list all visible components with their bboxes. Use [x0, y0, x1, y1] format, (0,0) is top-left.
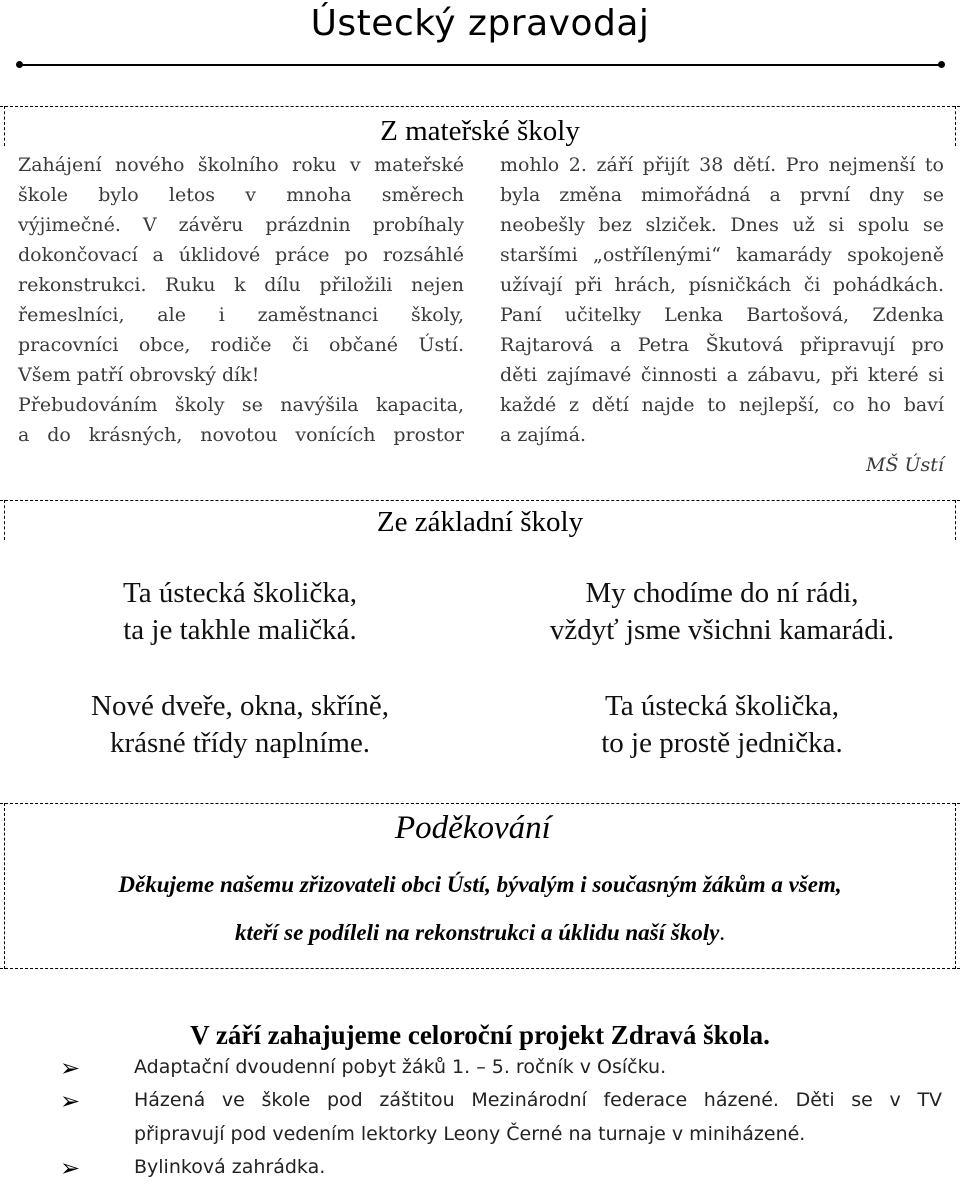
section-divider-ms	[0, 106, 960, 107]
text-line: dokončovací a úklidové práce po rozsáhlé	[18, 244, 464, 266]
project-title: V září zahajujeme celoroční projekt Zdravá škola.	[190, 1020, 770, 1050]
divider-tick-right	[955, 500, 956, 540]
divider-tick-left	[4, 106, 5, 146]
thanks-line-2-end: .	[719, 920, 726, 945]
text-line: Paní učitelky Lenka Bartošová, Zdenka	[500, 304, 944, 326]
text-line: užívají při hrách, písničkách či pohádkách.	[500, 274, 944, 296]
ms-section-title: Z mateřské školy	[380, 115, 580, 147]
poem-stanza-4	[500, 688, 944, 762]
text-line: staršími „ostřílenými“ kamarády spokojeně	[500, 244, 944, 266]
poem-line: My chodíme do ní rádi,	[585, 577, 859, 609]
ms-right-column	[500, 150, 944, 480]
poem-stanza-2	[500, 575, 944, 649]
thanks-line-2	[0, 918, 960, 948]
text-line: byla změna mimořádná a první dny se	[500, 184, 944, 206]
text-line: Rajtarová a Petra Škutová připravují pro	[500, 334, 944, 356]
text-line: každé z dětí najde to nejlepší, co ho baví	[500, 394, 944, 416]
poem-stanza-3	[30, 688, 450, 762]
text-line: pracovníci obce, rodiče či občané Ústí.	[18, 334, 464, 356]
text-line: řemeslníci, ale i zaměstnanci školy,	[18, 304, 464, 326]
text-line: Přebudováním školy se navýšila kapacita,	[18, 394, 464, 416]
project-item-2: Házená ve škole pod záštitou Mezinárodní federace házené. Děti se v TV	[134, 1089, 942, 1111]
masthead-title: Ústecký zpravodaj	[310, 3, 650, 44]
poem-line: Ta ústecká školička,	[123, 577, 357, 609]
ms-left-column	[18, 150, 464, 450]
thanks-box-top	[0, 803, 960, 804]
poem-line: krásné třídy naplníme.	[109, 727, 371, 759]
project-item-1: Adaptační dvoudenní pobyt žáků 1. – 5. ročník v Osíčku.	[134, 1056, 667, 1078]
text-line: Zahájení nového školního roku v mateřské	[18, 154, 464, 176]
text-line: Všem patří obrovský dík!	[18, 364, 260, 386]
text-line: mohlo 2. září přijít 38 dětí. Pro nejmenší to	[500, 154, 944, 176]
poem-line: ta je takhle maličká.	[123, 614, 357, 646]
masthead-rule	[20, 64, 942, 66]
text-line: neobešly bez slziček. Dnes už si spolu se	[500, 214, 944, 236]
text-line: a zajímá.	[500, 424, 587, 446]
project-item-3: Bylinková zahrádka.	[134, 1156, 326, 1178]
thanks-line-2-text: kteří se podíleli na rekonstrukci a úklidu naší školy	[234, 920, 720, 945]
section-divider-zs	[0, 500, 960, 501]
bullet-arrow-icon: ➢	[60, 1054, 81, 1082]
bullet-arrow-icon: ➢	[60, 1154, 81, 1182]
thanks-line-1: Děkujeme našemu zřizovateli obci Ústí, bývalým i současným žákům a všem,	[118, 872, 842, 897]
poem-line: vždyť jsme všichni kamarádi.	[549, 614, 895, 646]
poem-line: Nové dveře, okna, skříně,	[91, 690, 389, 722]
rule-dot-right	[938, 61, 945, 68]
text-line: výjimečné. V závěru prázdnin probíhaly	[18, 214, 464, 236]
ms-signature: MŠ Ústí	[866, 454, 944, 476]
divider-tick-left	[4, 500, 5, 540]
bullet-arrow-icon: ➢	[60, 1087, 81, 1115]
thanks-box-bottom	[0, 968, 960, 969]
project-item-2-cont: připravují pod vedením lektorky Leony Černé na turnaje v miniházené.	[134, 1123, 806, 1145]
text-line: a do krásných, novotou vonících prostor	[18, 424, 464, 446]
text-line: škole bylo letos v mnoha směrech	[18, 184, 464, 206]
thanks-title: Poděkování	[395, 810, 551, 846]
text-line: děti zajímavé činnosti a zábavu, při které si	[500, 364, 944, 386]
poem-line: Ta ústecká školička,	[605, 690, 839, 722]
poem-line: to je prostě jednička.	[601, 727, 843, 759]
zs-section-title: Ze základní školy	[376, 506, 584, 538]
poem-stanza-1	[40, 575, 440, 649]
text-line: rekonstrukci. Ruku k dílu přiložili nejen	[18, 274, 464, 296]
divider-tick-right	[955, 106, 956, 146]
